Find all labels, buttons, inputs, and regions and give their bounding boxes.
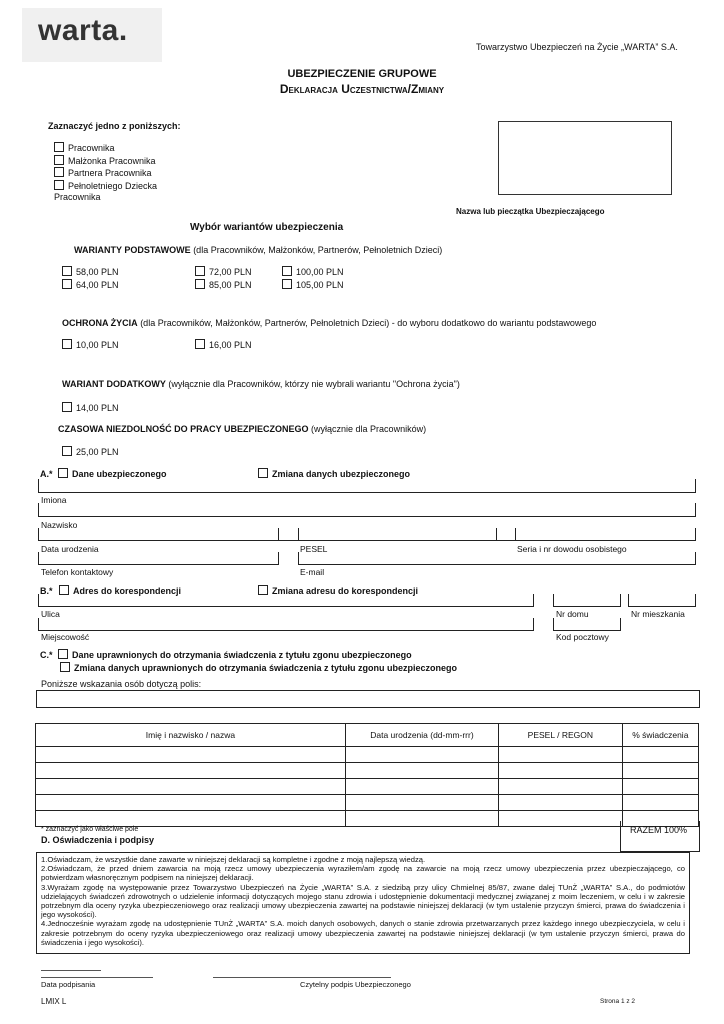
section-c-header: C.* Dane uprawnionych do otrzymania świadczenia z tytułu zgonu ubezpieczonego Zmiana danych uprawnionych do otrzymania świadczenia z tytułu zgonu ubezpieczonego [40, 650, 458, 673]
form-code: LMIX L [41, 997, 67, 1006]
section-b-header: B.* Adres do korespondencji [40, 586, 182, 596]
section-d-title: D. Oświadczenia i podpisy [41, 835, 155, 845]
razem-label: RAZEM 100% [630, 825, 688, 835]
basic-58[interactable]: 58,00 PLN [62, 266, 119, 279]
table-row [36, 779, 699, 795]
footnote: * zaznaczyć jako właściwe pole [41, 826, 139, 833]
selection-heading: Zaznaczyć jedno z poniższych: [48, 121, 181, 131]
warta-logo: warta. [38, 14, 128, 47]
section-a-change: Zmiana danych ubezpieczonego [258, 468, 410, 479]
checkbox[interactable] [62, 266, 72, 276]
basic-64[interactable]: 64,00 PLN [62, 279, 119, 292]
checkbox[interactable] [195, 339, 205, 349]
field-ulica[interactable]: Ulica [41, 609, 60, 619]
selection-options [54, 142, 157, 204]
checkbox[interactable] [195, 279, 205, 289]
basic-col3 [282, 266, 344, 291]
field-nr-domu[interactable]: Nr domu [556, 609, 589, 619]
checkbox[interactable] [54, 167, 64, 177]
policy-note: Poniższe wskazania osób dotyczą polis: [41, 679, 202, 689]
statement-4: 4.Jednocześnie wyrażam zgodę na udostępnienie TUnŻ „WARTA” S.A. moich danych osobowych, danych o stanie zdrowia przetwarzanych przez każdego innego ubezpieczyciela, w celu i zakresie potrzebnym do oceny ryzyka ubezpieczeniowego oraz realizacji umowy ubezpieczenia zawartej na podstawie niniejszej deklaracji (w tym ustalenie przyczyn śmierci, prawa do świadczenia i jego wysokości). [41, 919, 685, 947]
checkbox[interactable] [60, 662, 70, 672]
checkbox[interactable] [258, 585, 268, 595]
field-telefon[interactable]: Telefon kontaktowy [41, 567, 114, 577]
form-title-line2: Deklaracja Uczestnictwa/Zmiany [279, 82, 445, 96]
checkbox[interactable] [62, 446, 72, 456]
basic-variants-title: WARIANTY PODSTAWOWE (dla Pracowników, Małżonków, Partnerów, Pełnoletnich Dzieci) [74, 245, 443, 255]
stamp-label: Nazwa lub pieczątka Ubezpieczającego [456, 207, 605, 216]
basic-100[interactable]: 100,00 PLN [282, 266, 344, 279]
date-sign-line[interactable] [41, 977, 153, 978]
section-a-header: A.* Dane ubezpieczonego [40, 469, 167, 479]
checkbox[interactable] [62, 402, 72, 412]
table-row [36, 747, 699, 763]
field-nazwisko[interactable]: Nazwisko [41, 520, 78, 530]
stamp-box[interactable] [498, 121, 672, 195]
life-title: OCHRONA ŻYCIA (dla Pracowników, Małżonków, Partnerów, Pełnoletnich Dzieci) - do wyboru dodatkowo do wariantu podstawowego [62, 318, 597, 328]
option-partnera[interactable]: Partnera Pracownika [54, 167, 157, 180]
sick-title: CZASOWA NIEZDOLNOŚĆ DO PRACY UBEZPIECZONEGO (wyłącznie dla Pracowników) [58, 424, 427, 434]
form-title-line1: UBEZPIECZENIE GRUPOWE [287, 68, 437, 80]
col-birth: Data urodzenia (dd-mm-rrr) [345, 724, 498, 747]
statement-1: 1.Oświadczam, że wszystkie dane zawarte w niniejszej deklaracji są kompletne i zgodne z moją najlepszą wiedzą. [41, 855, 426, 864]
page-number: Strona 1 z 2 [600, 998, 636, 1005]
basic-105[interactable]: 105,00 PLN [282, 279, 344, 292]
basic-72[interactable]: 72,00 PLN [195, 266, 252, 279]
signature-line[interactable] [213, 977, 391, 978]
field-nr-mieszkania[interactable]: Nr mieszkania [631, 609, 685, 619]
option-malzonka[interactable]: Małżonka Pracownika [54, 155, 157, 168]
checkbox[interactable] [62, 279, 72, 289]
company-name: Towarzystwo Ubezpieczeń na Życie „WARTA” S.A. [476, 42, 678, 52]
basic-col2 [195, 266, 252, 291]
basic-85[interactable]: 85,00 PLN [195, 279, 252, 292]
life-10[interactable]: 10,00 PLN [62, 339, 119, 350]
checkbox[interactable] [282, 279, 292, 289]
date-label: Data podpisania [41, 980, 96, 989]
field-kod-pocztowy[interactable]: Kod pocztowy [556, 632, 609, 642]
checkbox[interactable] [195, 266, 205, 276]
checkbox[interactable] [62, 339, 72, 349]
field-data-urodzenia[interactable]: Data urodzenia [41, 544, 99, 554]
option-dziecka[interactable]: Pełnoletniego Dziecka [54, 180, 157, 193]
table-row [36, 795, 699, 811]
field-pesel[interactable]: PESEL [300, 544, 328, 554]
field-seria[interactable]: Seria i nr dowodu osobistego [517, 544, 627, 554]
signature-label: Czytelny podpis Ubezpieczonego [300, 980, 411, 989]
checkbox[interactable] [282, 266, 292, 276]
checkbox[interactable] [54, 142, 64, 152]
checkbox[interactable] [59, 585, 69, 595]
field-imiona[interactable]: Imiona [41, 495, 67, 505]
field-miejscowosc[interactable]: Miejscowość [41, 632, 90, 642]
option-suffix: Pracownika [54, 192, 101, 202]
life-16[interactable]: 16,00 PLN [195, 339, 252, 350]
checkbox[interactable] [54, 180, 64, 190]
col-pesel: PESEL / REGON [499, 724, 623, 747]
beneficiaries-table [35, 723, 699, 827]
statements-box [36, 852, 690, 954]
variants-heading: Wybór wariantów ubezpieczenia [190, 222, 344, 233]
checkbox[interactable] [258, 468, 268, 478]
field-email[interactable]: E-mail [300, 567, 325, 577]
col-percent: % świadczenia [622, 724, 698, 747]
table-row [36, 763, 699, 779]
basic-col1 [62, 266, 119, 291]
statement-3: 3.Wyrażam zgodę na występowanie przez Towarzystwo Ubezpieczeń na Życie „WARTA” S.A. z siedzibą przy ulicy Chmielnej 85/87, zwane dalej TUnŻ „WARTA” S.A., do podmiotów udzielających świadczeń zdrowotnych o udzielenie informacji dotyczących mojego stanu zdrowia i udostępnienie dokumentacji medycznej związanej z moim leczeniem, w celu i w zakresie potrzebnym dla oceny ryzyka ubezpieczeniowego oraz realizacji umowy ubezpieczenia zawartej na podstawie niniejszej deklaracji (w tym ustalenie przyczyn śmierci, prawa do świadczenia i jego wysokości). [41, 882, 685, 920]
checkbox[interactable] [54, 155, 64, 165]
policy-input[interactable] [36, 690, 700, 708]
extra-title: WARIANT DODATKOWY (wyłącznie dla Pracowników, którzy nie wybrali wariantu "Ochrona życia") [62, 379, 460, 389]
table-row [36, 811, 699, 827]
checkbox[interactable] [58, 468, 68, 478]
section-b-change: Zmiana adresu do korespondencji [258, 585, 418, 596]
statement-2: 2.Oświadczam, że przed dniem zawarcia na moją rzecz umowy ubezpieczenia wyraziłem/am zgodę na zawarcie na moją rzecz umowy ubezpieczenia przez ubezpieczającego, co potwierdzam własnoręcznym podpisem na niniejszej deklaracji. [41, 864, 685, 883]
checkbox[interactable] [58, 649, 68, 659]
option-pracownika[interactable]: Pracownika [54, 142, 157, 155]
col-name: Imię i nazwisko / nazwa [36, 724, 346, 747]
extra-14[interactable]: 14,00 PLN [62, 402, 119, 413]
sick-25[interactable]: 25,00 PLN [62, 446, 119, 457]
